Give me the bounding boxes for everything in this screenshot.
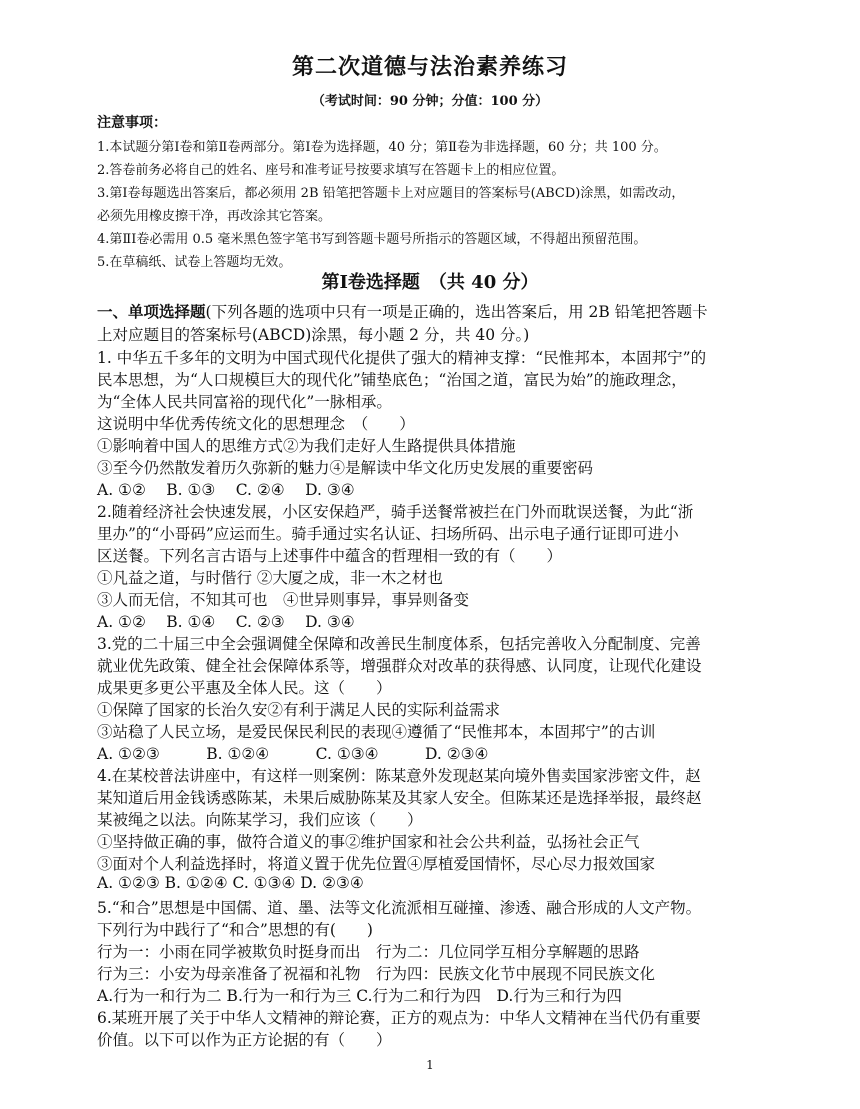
question-line: ③至今仍然散发着历久弥新的魅力④是解读中华文化历史发展的重要密码 bbox=[97, 459, 594, 477]
question-line: 5.“和合”思想是中国儒、道、墨、法等文化流派相互碰撞、渗透、融合形成的人文产物。 bbox=[97, 899, 702, 917]
question-line: 4.在某校普法讲座中，有这样一则案例：陈某意外发现赵某向境外售卖国家涉密文件，赵 bbox=[97, 767, 701, 785]
notes-heading: 注意事项： bbox=[97, 115, 167, 131]
question-line: 某被绳之以法。向陈某学习，我们应该（ ） bbox=[97, 811, 423, 829]
question-line: A. ①②③ B. ①②④ C. ①③④ D. ②③④ bbox=[97, 874, 364, 892]
notes-line: 1.本试题分第Ⅰ卷和第Ⅱ卷两部分。第Ⅰ卷为选择题，40 分；第Ⅱ卷为非选择题，60 分；共 100 分。 bbox=[97, 140, 667, 155]
question-line: ①坚持做正确的事，做符合道义的事②维护国家和社会公共利益，弘扬社会正气 bbox=[97, 833, 640, 851]
question-line: 行为三：小安为母亲准备了祝福和礼物 行为四：民族文化节中展现不同民族文化 bbox=[97, 965, 656, 983]
notes-line: 5.在草稿纸、试卷上答题均无效。 bbox=[97, 255, 292, 270]
question-line: 区送餐。下列名言古语与上述事件中蕴含的哲理相一致的有（ ） bbox=[97, 547, 563, 565]
question-line: 下列行为中践行了“和合”思想的有( ) bbox=[97, 921, 373, 939]
question-line: 行为一：小雨在同学被欺负时挺身而出 行为二：几位同学互相分享解题的思路 bbox=[97, 943, 640, 961]
notes-line: 2.答卷前务必将自己的姓名、座号和准考证号按要求填写在答题卡上的相应位置。 bbox=[97, 163, 565, 178]
question-line: ①影响着中国人的思维方式②为我们走好人生路提供具体措施 bbox=[97, 437, 516, 455]
notes-line: 3.第Ⅰ卷每题选出答案后，都必须用 2B 铅笔把答题卡上对应题目的答案标号(ABCD)涂黑，如需改动， bbox=[97, 186, 685, 201]
exam-title: 第二次道德与法治素养练习 bbox=[291, 54, 568, 80]
question-line: 就业优先政策、健全社会保障体系等，增强群众对改革的获得感、认同度，让现代化建设 bbox=[97, 657, 702, 675]
question-line: 6.某班开展了关于中华人文精神的辩论赛，正方的观点为：中华人文精神在当代仍有重要 bbox=[97, 1009, 701, 1027]
question-line: 成果更多更公平惠及全体人民。这（ ） bbox=[97, 679, 392, 697]
section-title: 第Ⅰ卷选择题 （共 40 分） bbox=[321, 272, 539, 293]
question-line: 里办”的“小哥码”应运而生。骑手通过实名认证、扫场所码、出示电子通行证即可进小 bbox=[97, 525, 679, 543]
question-line: A. ①② B. ①④ C. ②③ D. ③④ bbox=[97, 613, 355, 631]
question-line: A. ①② B. ①③ C. ②④ D. ③④ bbox=[97, 481, 355, 499]
instruction-rest: (下列各题的选项中只有一项是正确的，选出答案后，用 2B 铅笔把答题卡 bbox=[205, 303, 708, 321]
instruction-line-2: 上对应题目的答案标号(ABCD)涂黑，每小题 2 分，共 40 分。) bbox=[97, 326, 530, 344]
question-line: 这说明中华优秀传统文化的思想理念 （ ） bbox=[97, 415, 415, 433]
question-line: A.行为一和行为二 B.行为一和行为三 C.行为二和行为四 D.行为三和行为四 bbox=[97, 987, 622, 1005]
question-line: ③面对个人利益选择时，将道义置于优先位置④厚植爱国情怀，尽心尽力报效国家 bbox=[97, 855, 656, 873]
question-line: 价值。以下可以作为正方论据的有（ ） bbox=[97, 1031, 392, 1049]
question-line: ③人而无信，不知其可也 ④世异则事异，事异则备变 bbox=[97, 591, 470, 609]
question-line: 某知道后用金钱诱惑陈某，未果后威胁陈某及其家人安全。但陈某还是选择举报，最终赵 bbox=[97, 789, 702, 807]
notes-line: 必须先用橡皮擦干净，再改涂其它答案。 bbox=[97, 209, 332, 224]
exam-subtitle: （考试时间：90 分钟；分值：100 分） bbox=[311, 94, 549, 109]
question-line: A. ①②③ B. ①②④ C. ①③④ D. ②③④ bbox=[97, 745, 489, 763]
question-line: ①凡益之道，与时偕行 ②大厦之成，非一木之材也 bbox=[97, 569, 443, 587]
question-line: ①保障了国家的长治久安②有利于满足人民的实际利益需求 bbox=[97, 701, 501, 719]
question-line: 1. 中华五千多年的文明为中国式现代化提供了强大的精神支撑：“民惟邦本，本固邦宁”的 bbox=[97, 349, 707, 367]
question-line: 3.党的二十届三中全会强调健全保障和改善民生制度体系，包括完善收入分配制度、完善 bbox=[97, 635, 701, 653]
question-line: ③站稳了人民立场，是爱民保民利民的表现④遵循了“民惟邦本，本固邦宁”的古训 bbox=[97, 723, 656, 741]
page-number: 1 bbox=[426, 1058, 434, 1072]
instruction-lead: 一、单项选择题 bbox=[97, 302, 206, 321]
question-line: 为“全体人民共同富裕的现代化”一脉相承。 bbox=[97, 393, 392, 411]
question-line: 民本思想，为“人口规模巨大的现代化”铺垫底色；“治国之道，富民为始”的施政理念， bbox=[97, 371, 687, 389]
question-line: 2.随着经济社会快速发展，小区安保趋严，骑手送餐常被拦在门外而耽误送餐，为此“浙 bbox=[97, 503, 694, 521]
notes-line: 4.第ⅡⅠ卷必需用 0.5 毫米黑色签字笔书写到答题卡题号所指示的答题区域，不得超出预留范围。 bbox=[97, 232, 647, 247]
instruction-line bbox=[97, 300, 708, 322]
